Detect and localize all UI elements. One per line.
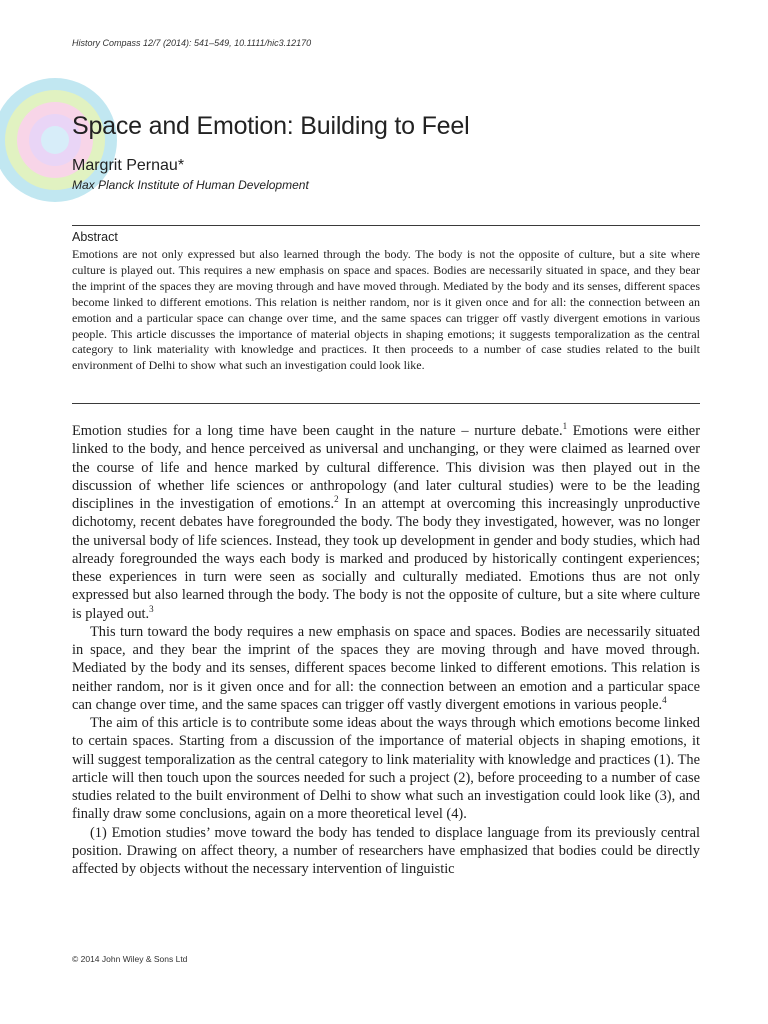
abstract-heading: Abstract <box>72 230 118 244</box>
footnote-ref-1[interactable]: 1 <box>562 421 568 431</box>
paragraph-text: This turn toward the body requires a new emphasis on space and spaces. Bodies are necessarily situated in space, and they bear the imprint of the spaces they are moving through and have moved through. Mediated by the body and its senses, different spaces become linked to different emotions. This relation is neither random, nor is it given once and for all: the connection between an emotion and a particular space can change over time, and the same spaces can trigger off vastly divergent emotions in various people. <box>72 623 700 713</box>
body-paragraph-1 <box>72 422 700 623</box>
journal-citation: History Compass 12/7 (2014): 541–549, 10.1111/hic3.12170 <box>72 38 312 48</box>
footnote-ref-4[interactable]: 4 <box>662 694 667 705</box>
footnote-ref-2[interactable]: 2 <box>334 494 339 504</box>
article-title: Space and Emotion: Building to Feel <box>72 112 470 140</box>
footnote-ref-3[interactable]: 3 <box>149 603 154 614</box>
copyright-footer: © 2014 John Wiley & Sons Ltd <box>72 954 188 964</box>
article-body <box>72 422 700 878</box>
author-name: Margrit Pernau* <box>72 157 185 174</box>
body-paragraph-3: The aim of this article is to contribute some ideas about the ways through which emotions become linked to certain spaces. Starting from a discussion of the importance of material objects in shaping emotions, it will suggest temporalization as the central category to link materiality with knowledge and practices (1). The article will then touch upon the sources needed for such a project (2), before proceeding to a number of case studies related to the built environment of Delhi to show what such an investigation could look like (3), and finally draw some conclusions, again on a more theoretical level (4). <box>72 715 700 823</box>
body-paragraph-2 <box>72 623 700 714</box>
author-affiliation: Max Planck Institute of Human Development <box>72 178 309 192</box>
abstract-text: Emotions are not only expressed but also learned through the body. The body is not the opposite of culture, but a site where culture is played out. This requires a new emphasis on space and spaces. Bodies are necessarily situated in space, and they bear the imprint of the spaces they are moving through and have moved through. Mediated by the body and its senses, different spaces become linked to different emotions. This relation is neither random, nor is it given once and for all: the connection between an emotion and a particular space can change over time, and the same spaces can trigger off vastly divergent emotions in various people. This article discusses the importance of material objects in shaping emotions; it suggests temporalization as the central category to link materiality with knowledge and practices. It then proceeds to a number of case studies related to the built environment of Delhi to show what such an investigation could look like. <box>72 247 700 373</box>
paragraph-text: Emotions were either linked to the body, and hence perceived as universal and unchanging, or they were claimed as learned over the course of life and hence marked by cultural difference. This division was then played out in the discussion of whether life sciences or anthropology (and later cultural studies) were to be the leading disciplines in the investigation of emotions. <box>72 423 700 512</box>
journal-logo <box>0 55 160 245</box>
abstract-bottom-rule <box>72 403 700 404</box>
paragraph-text: In an attempt at overcoming this increasingly unproductive dichotomy, recent debates have foregrounded the body. The body they investigated, however, was no longer the universal body of life sciences. Instead, they took up development in gender and body studies, which had already foregrounded the ways each body is marked and produced by historically contingent experiences; these experiences in turn were seen as socially and culturally mediated. Emotions thus are not only expressed but also learned through the body. The body is not the opposite of culture, but a site where culture is played out. <box>72 496 700 622</box>
abstract-top-rule <box>72 225 700 226</box>
body-paragraph-4: (1) Emotion studies’ move toward the body has tended to displace language from its previously central position. Drawing on affect theory, a number of researchers have emphasized that bodies could be directly affected by objects without the necessary intervention of linguistic <box>72 824 700 877</box>
logo-ring-inner <box>41 126 69 154</box>
paragraph-text: Emotion studies for a long time have been caught in the nature – nurture debate. <box>72 423 563 439</box>
